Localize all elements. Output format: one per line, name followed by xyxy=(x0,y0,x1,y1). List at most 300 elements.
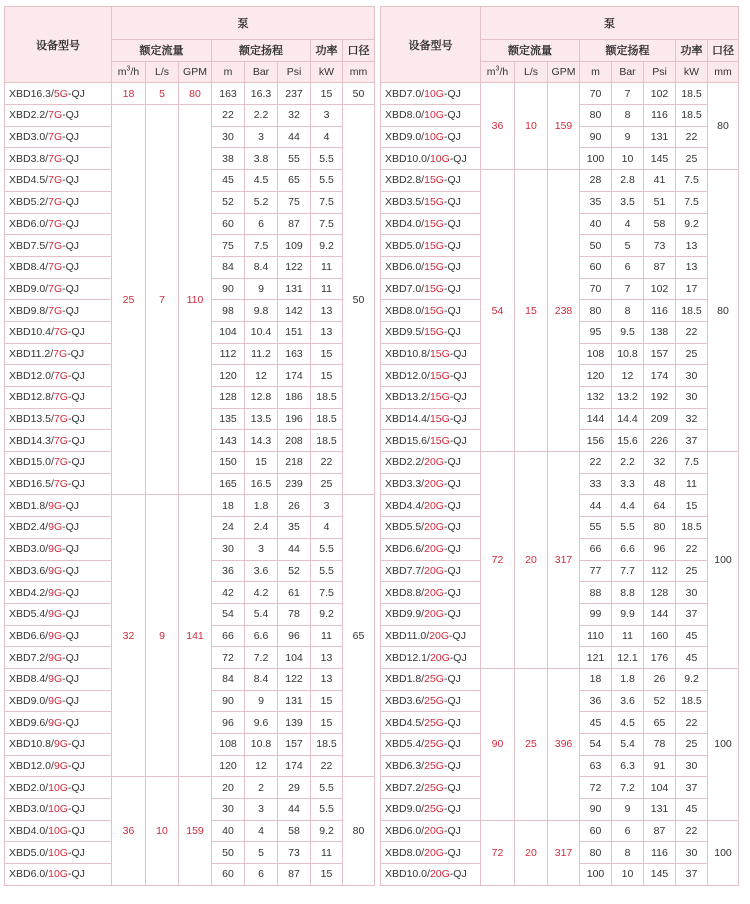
model-series: 20G xyxy=(424,456,444,469)
model-cell xyxy=(381,820,481,842)
model-suffix: -QJ xyxy=(443,543,461,556)
model-series: 20G xyxy=(424,586,444,599)
model-series: 7G xyxy=(48,152,63,165)
model-suffix: -QJ xyxy=(449,347,467,360)
model-suffix: -QJ xyxy=(67,781,85,794)
model-prefix: XBD4.5/ xyxy=(385,716,425,729)
model-cell xyxy=(5,495,112,517)
model-suffix: -QJ xyxy=(67,326,85,339)
model-series: 7G xyxy=(53,369,68,382)
model-suffix: -QJ xyxy=(67,803,85,816)
model-cell xyxy=(381,582,481,604)
model-prefix: XBD13.2/ xyxy=(385,391,430,404)
head-psi-cell: 122 xyxy=(278,668,311,690)
model-cell xyxy=(5,755,112,777)
model-prefix: XBD6.6/ xyxy=(385,543,425,556)
model-prefix: XBD12.8/ xyxy=(9,391,54,404)
unit-kw: kW xyxy=(311,61,343,83)
model-suffix: -QJ xyxy=(443,760,461,773)
model-suffix: -QJ xyxy=(449,152,467,165)
table-row xyxy=(381,452,739,474)
rated-flow-header: 额定流量 xyxy=(481,40,580,62)
model-prefix: XBD9.0/ xyxy=(385,131,425,144)
head-m-cell: 156 xyxy=(580,430,612,452)
model-prefix: XBD7.0/ xyxy=(385,282,425,295)
head-bar-cell: 15 xyxy=(245,452,278,474)
flow-m3h-cell: 90 xyxy=(481,668,515,820)
model-suffix: -QJ xyxy=(443,521,461,534)
head-bar-cell: 6 xyxy=(245,213,278,235)
head-psi-cell: 144 xyxy=(644,603,676,625)
bore-cell: 100 xyxy=(708,668,739,820)
head-m-cell: 120 xyxy=(580,365,612,387)
head-psi-cell: 65 xyxy=(278,170,311,192)
power-cell: 3 xyxy=(311,105,343,127)
model-suffix: -QJ xyxy=(62,651,80,664)
power-cell: 5.5 xyxy=(311,170,343,192)
model-prefix: XBD10.0/ xyxy=(385,868,430,881)
head-psi-cell: 78 xyxy=(644,734,676,756)
model-series: 9G xyxy=(48,608,63,621)
model-suffix: -QJ xyxy=(443,781,461,794)
model-suffix: -QJ xyxy=(449,391,467,404)
power-cell: 15 xyxy=(311,864,343,886)
head-psi-cell: 87 xyxy=(644,256,676,278)
model-series: 20G xyxy=(424,564,444,577)
model-prefix: XBD6.0/ xyxy=(9,217,49,230)
model-cell xyxy=(381,560,481,582)
head-psi-cell: 102 xyxy=(644,278,676,300)
model-suffix: -QJ xyxy=(67,868,85,881)
model-series: 5G xyxy=(53,87,68,100)
head-bar-cell: 3.3 xyxy=(612,473,644,495)
model-suffix: -QJ xyxy=(67,369,85,382)
model-prefix: XBD14.4/ xyxy=(385,413,430,426)
model-prefix: XBD2.8/ xyxy=(385,174,425,187)
head-bar-cell: 5.4 xyxy=(612,734,644,756)
power-cell: 5.5 xyxy=(311,777,343,799)
head-m-cell: 100 xyxy=(580,864,612,886)
head-m-cell: 150 xyxy=(212,452,245,474)
head-bar-cell: 4.2 xyxy=(245,582,278,604)
power-cell: 25 xyxy=(676,734,708,756)
flow-gpm-cell: 110 xyxy=(179,105,212,495)
model-series: 9G xyxy=(48,673,63,686)
model-prefix: XBD3.8/ xyxy=(9,152,49,165)
model-suffix: -QJ xyxy=(62,217,80,230)
model-series: 25G xyxy=(424,716,444,729)
model-cell xyxy=(381,300,481,322)
model-series: 9G xyxy=(48,499,63,512)
model-prefix: XBD3.0/ xyxy=(9,543,49,556)
power-cell: 13 xyxy=(311,321,343,343)
head-psi-cell: 32 xyxy=(278,105,311,127)
unit-bar: Bar xyxy=(612,61,644,83)
head-m-cell: 100 xyxy=(580,148,612,170)
head-m-cell: 132 xyxy=(580,387,612,409)
head-m-cell: 70 xyxy=(580,278,612,300)
model-series: 9G xyxy=(53,760,68,773)
head-m-cell: 163 xyxy=(212,83,245,105)
bore-cell: 100 xyxy=(708,820,739,885)
head-m-cell: 84 xyxy=(212,256,245,278)
model-cell xyxy=(381,213,481,235)
model-suffix: -QJ xyxy=(62,196,80,209)
model-prefix: XBD9.0/ xyxy=(9,694,49,707)
head-psi-cell: 176 xyxy=(644,647,676,669)
power-cell: 5.5 xyxy=(311,148,343,170)
model-series: 15G xyxy=(429,347,450,360)
power-cell: 5.5 xyxy=(311,560,343,582)
head-m-cell: 22 xyxy=(212,105,245,127)
model-cell xyxy=(381,668,481,690)
power-cell: 37 xyxy=(676,864,708,886)
table-row xyxy=(5,105,375,127)
head-psi-cell: 157 xyxy=(644,343,676,365)
power-cell: 11 xyxy=(676,473,708,495)
head-m-cell: 55 xyxy=(580,517,612,539)
unit-bar: Bar xyxy=(245,61,278,83)
head-psi-cell: 102 xyxy=(644,83,676,105)
model-cell xyxy=(5,83,112,105)
head-m-cell: 42 xyxy=(212,582,245,604)
model-suffix: -QJ xyxy=(62,174,80,187)
model-series: 15G xyxy=(424,217,444,230)
power-header: 功率 xyxy=(676,40,708,62)
head-bar-cell: 9.6 xyxy=(245,712,278,734)
head-m-cell: 45 xyxy=(580,712,612,734)
model-series: 20G xyxy=(429,868,450,881)
flow-gpm-cell: 159 xyxy=(179,777,212,885)
head-bar-cell: 10 xyxy=(612,148,644,170)
flow-m3h-cell: 72 xyxy=(481,820,515,885)
model-series: 20G xyxy=(424,825,444,838)
model-cell xyxy=(381,83,481,105)
head-m-cell: 88 xyxy=(580,582,612,604)
head-bar-cell: 3.6 xyxy=(245,560,278,582)
power-cell: 45 xyxy=(676,625,708,647)
head-bar-cell: 8.8 xyxy=(612,582,644,604)
head-psi-cell: 75 xyxy=(278,191,311,213)
head-psi-cell: 104 xyxy=(278,647,311,669)
head-bar-cell: 8.4 xyxy=(245,256,278,278)
head-bar-cell: 12 xyxy=(612,365,644,387)
head-m-cell: 120 xyxy=(212,755,245,777)
power-cell: 13 xyxy=(311,300,343,322)
model-series: 9G xyxy=(48,564,63,577)
power-cell: 18.5 xyxy=(311,408,343,430)
model-series: 10G xyxy=(424,109,444,122)
head-bar-cell: 4 xyxy=(612,213,644,235)
head-psi-cell: 87 xyxy=(278,864,311,886)
head-psi-cell: 35 xyxy=(278,517,311,539)
power-cell: 7.5 xyxy=(311,582,343,604)
head-m-cell: 24 xyxy=(212,517,245,539)
power-cell: 4 xyxy=(311,517,343,539)
model-suffix: -QJ xyxy=(443,738,461,751)
model-suffix: -QJ xyxy=(62,109,80,122)
model-prefix: XBD15.0/ xyxy=(9,456,54,469)
model-suffix: -QJ xyxy=(62,521,80,534)
model-series: 15G xyxy=(424,261,444,274)
model-cell xyxy=(381,538,481,560)
model-suffix: -QJ xyxy=(62,152,80,165)
model-suffix: -QJ xyxy=(443,326,461,339)
model-cell xyxy=(381,473,481,495)
model-cell xyxy=(5,148,112,170)
power-cell: 22 xyxy=(676,538,708,560)
power-cell: 7.5 xyxy=(676,452,708,474)
power-cell: 15 xyxy=(311,712,343,734)
model-suffix: -QJ xyxy=(443,803,461,816)
model-prefix: XBD12.0/ xyxy=(9,760,54,773)
model-prefix: XBD6.0/ xyxy=(385,825,425,838)
head-m-cell: 52 xyxy=(212,191,245,213)
power-cell: 18.5 xyxy=(676,105,708,127)
model-suffix: -QJ xyxy=(443,87,461,100)
flow-ls-cell: 10 xyxy=(515,83,548,170)
power-cell: 15 xyxy=(676,495,708,517)
head-psi-cell: 48 xyxy=(644,473,676,495)
head-m-cell: 33 xyxy=(580,473,612,495)
head-psi-cell: 52 xyxy=(278,560,311,582)
head-m-cell: 112 xyxy=(212,343,245,365)
head-psi-cell: 145 xyxy=(644,864,676,886)
model-cell xyxy=(381,365,481,387)
head-psi-cell: 174 xyxy=(278,365,311,387)
model-prefix: XBD8.4/ xyxy=(9,261,49,274)
head-bar-cell: 7 xyxy=(612,83,644,105)
power-cell: 9.2 xyxy=(311,235,343,257)
head-m-cell: 144 xyxy=(580,408,612,430)
model-prefix: XBD9.0/ xyxy=(9,282,49,295)
model-series: 10G xyxy=(424,87,444,100)
table-row xyxy=(381,820,739,842)
head-m-cell: 45 xyxy=(212,170,245,192)
head-m-cell: 80 xyxy=(580,842,612,864)
model-prefix: XBD3.6/ xyxy=(9,564,49,577)
power-cell: 18.5 xyxy=(311,387,343,409)
flow-gpm-cell: 317 xyxy=(548,820,580,885)
head-m-cell: 20 xyxy=(212,777,245,799)
power-cell: 11 xyxy=(311,842,343,864)
model-prefix: XBD3.5/ xyxy=(385,196,425,209)
head-bar-cell: 11 xyxy=(612,625,644,647)
model-suffix: -QJ xyxy=(67,413,85,426)
head-bar-cell: 8 xyxy=(612,105,644,127)
flow-m3h-cell: 72 xyxy=(481,452,515,669)
model-prefix: XBD8.0/ xyxy=(385,304,425,317)
model-cell xyxy=(5,712,112,734)
model-prefix: XBD10.4/ xyxy=(9,326,54,339)
head-bar-cell: 7.2 xyxy=(612,777,644,799)
power-cell: 11 xyxy=(311,278,343,300)
head-bar-cell: 9.8 xyxy=(245,300,278,322)
model-cell xyxy=(381,799,481,821)
head-bar-cell: 5.4 xyxy=(245,603,278,625)
bore-cell: 50 xyxy=(343,83,375,105)
model-suffix: -QJ xyxy=(67,347,85,360)
head-psi-cell: 237 xyxy=(278,83,311,105)
model-prefix: XBD4.4/ xyxy=(385,499,425,512)
head-bar-cell: 3.6 xyxy=(612,690,644,712)
head-m-cell: 66 xyxy=(212,625,245,647)
head-psi-cell: 226 xyxy=(644,430,676,452)
head-psi-cell: 41 xyxy=(644,170,676,192)
model-prefix: XBD4.0/ xyxy=(9,825,49,838)
head-psi-cell: 128 xyxy=(644,582,676,604)
head-m-cell: 54 xyxy=(212,603,245,625)
head-bar-cell: 2.8 xyxy=(612,170,644,192)
head-psi-cell: 61 xyxy=(278,582,311,604)
model-series: 10G xyxy=(48,868,68,881)
model-prefix: XBD5.4/ xyxy=(9,608,49,621)
power-cell: 22 xyxy=(676,820,708,842)
power-cell: 45 xyxy=(676,647,708,669)
power-cell: 30 xyxy=(676,365,708,387)
bore-header: 口径 xyxy=(708,40,739,62)
head-bar-cell: 16.5 xyxy=(245,473,278,495)
head-psi-cell: 55 xyxy=(278,148,311,170)
model-suffix: -QJ xyxy=(443,196,461,209)
head-psi-cell: 87 xyxy=(278,213,311,235)
model-series: 7G xyxy=(53,326,68,339)
model-cell xyxy=(5,365,112,387)
head-psi-cell: 52 xyxy=(644,690,676,712)
flow-ls-cell: 7 xyxy=(146,105,179,495)
flow-m3h-cell: 32 xyxy=(112,495,146,777)
flow-m3h-cell: 54 xyxy=(481,170,515,452)
head-bar-cell: 6.6 xyxy=(612,538,644,560)
model-series: 7G xyxy=(53,456,68,469)
model-cell xyxy=(5,538,112,560)
model-cell xyxy=(5,191,112,213)
head-bar-cell: 2.4 xyxy=(245,517,278,539)
flow-gpm-cell: 396 xyxy=(548,668,580,820)
model-cell xyxy=(5,690,112,712)
model-cell xyxy=(381,603,481,625)
flow-gpm-cell: 159 xyxy=(548,83,580,170)
model-prefix: XBD5.0/ xyxy=(9,846,49,859)
model-suffix: -QJ xyxy=(443,825,461,838)
head-bar-cell: 15.6 xyxy=(612,430,644,452)
model-cell xyxy=(5,647,112,669)
power-cell: 18.5 xyxy=(311,430,343,452)
model-cell xyxy=(5,213,112,235)
power-cell: 13 xyxy=(676,256,708,278)
model-suffix: -QJ xyxy=(443,673,461,686)
head-m-cell: 80 xyxy=(580,300,612,322)
model-cell xyxy=(381,235,481,257)
model-cell xyxy=(381,647,481,669)
head-psi-cell: 163 xyxy=(278,343,311,365)
head-m-cell: 128 xyxy=(212,387,245,409)
head-psi-cell: 157 xyxy=(278,734,311,756)
power-cell: 3 xyxy=(311,495,343,517)
model-series: 10G xyxy=(48,825,68,838)
model-series: 7G xyxy=(48,131,63,144)
model-prefix: XBD7.7/ xyxy=(385,564,425,577)
model-prefix: XBD6.0/ xyxy=(385,261,425,274)
power-cell: 9.2 xyxy=(676,668,708,690)
head-bar-cell: 11.2 xyxy=(245,343,278,365)
head-m-cell: 120 xyxy=(212,365,245,387)
model-prefix: XBD1.8/ xyxy=(9,499,49,512)
model-prefix: XBD3.3/ xyxy=(385,478,425,491)
model-cell xyxy=(381,842,481,864)
head-m-cell: 18 xyxy=(212,495,245,517)
model-prefix: XBD10.0/ xyxy=(385,152,430,165)
head-psi-cell: 112 xyxy=(644,560,676,582)
model-suffix: -QJ xyxy=(449,629,466,642)
bore-cell: 65 xyxy=(343,495,375,777)
unit-psi: Psi xyxy=(278,61,311,83)
model-cell xyxy=(5,408,112,430)
bore-cell: 50 xyxy=(343,105,375,495)
model-prefix: XBD5.4/ xyxy=(385,738,425,751)
power-cell: 9.2 xyxy=(676,213,708,235)
head-psi-cell: 32 xyxy=(644,452,676,474)
model-cell xyxy=(5,430,112,452)
head-bar-cell: 2 xyxy=(245,777,278,799)
power-cell: 18.5 xyxy=(311,734,343,756)
bore-cell: 80 xyxy=(708,83,739,170)
flow-m3h-cell: 36 xyxy=(481,83,515,170)
head-m-cell: 108 xyxy=(212,734,245,756)
model-cell xyxy=(381,148,481,170)
head-psi-cell: 131 xyxy=(644,126,676,148)
head-bar-cell: 5 xyxy=(612,235,644,257)
power-cell: 22 xyxy=(676,126,708,148)
head-bar-cell: 6.3 xyxy=(612,755,644,777)
power-cell: 7.5 xyxy=(676,191,708,213)
bore-cell: 100 xyxy=(708,452,739,669)
head-psi-cell: 131 xyxy=(644,799,676,821)
power-cell: 5.5 xyxy=(311,538,343,560)
model-cell xyxy=(5,560,112,582)
head-m-cell: 50 xyxy=(580,235,612,257)
head-m-cell: 110 xyxy=(580,625,612,647)
model-prefix: XBD14.3/ xyxy=(9,434,54,447)
rated-head-header: 额定扬程 xyxy=(212,40,311,62)
model-suffix: -QJ xyxy=(443,499,461,512)
model-series: 10G xyxy=(48,803,68,816)
head-bar-cell: 12 xyxy=(245,755,278,777)
model-series: 10G xyxy=(429,152,450,165)
model-suffix: -QJ xyxy=(443,608,461,621)
model-suffix: -QJ xyxy=(443,716,461,729)
head-psi-cell: 239 xyxy=(278,473,311,495)
unit-m: m xyxy=(212,61,245,83)
model-suffix: -QJ xyxy=(62,629,80,642)
model-cell xyxy=(5,300,112,322)
model-prefix: XBD5.5/ xyxy=(385,521,425,534)
flow-ls-cell: 20 xyxy=(515,820,548,885)
model-cell xyxy=(5,625,112,647)
model-suffix: -QJ xyxy=(67,478,85,491)
model-prefix: XBD9.5/ xyxy=(385,326,425,339)
model-suffix: -QJ xyxy=(62,716,80,729)
head-m-cell: 50 xyxy=(212,842,245,864)
power-cell: 13 xyxy=(676,235,708,257)
head-m-cell: 22 xyxy=(580,452,612,474)
model-series: 20G xyxy=(424,608,444,621)
head-bar-cell: 10.4 xyxy=(245,321,278,343)
head-psi-cell: 116 xyxy=(644,842,676,864)
model-cell xyxy=(381,755,481,777)
head-m-cell: 121 xyxy=(580,647,612,669)
power-cell: 5.5 xyxy=(311,799,343,821)
